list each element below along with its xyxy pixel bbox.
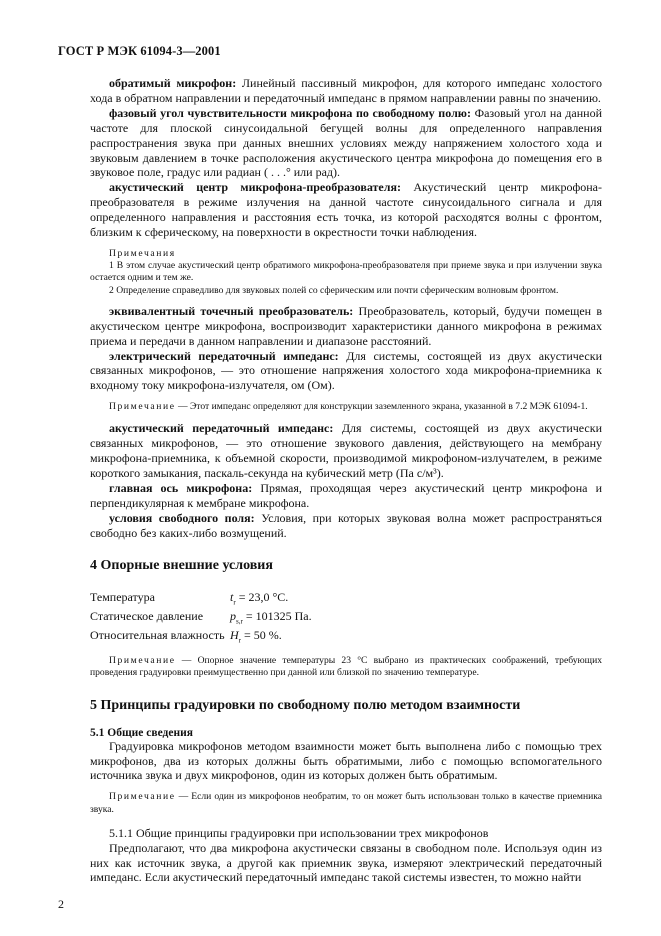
symbol-sub: r (238, 636, 242, 645)
symbol: t (230, 589, 234, 604)
document-body (90, 76, 602, 885)
term: условия свободного поля: (109, 510, 255, 525)
section-5-paragraph-1: Градуировка микрофонов методом взаимности может быть выполнена либо с помощью трех микрофонов, два из которых должны быть обратимыми, либо с помощью вспомогательного источника звука и двух микрофонов, один из которых должен быть обратимым. (90, 738, 602, 783)
definition-text: Для системы, состоящей из двух акустически связанных микрофонов, — это отношение звукового давления, действующего на мембрану микрофона-приемника, к объемной скорости, производимой микрофоном-излучателем, в режиме короткого замыкания, паскаль-секунда на кубический метр (Па с/м³). (90, 421, 603, 481)
term: электрический передаточный импеданс: (109, 348, 339, 363)
value: = 23,0 °С. (235, 589, 289, 604)
notes-block-1 (90, 248, 602, 297)
notes-heading: Примечания (109, 247, 176, 259)
definition-electrical-transfer-impedance (90, 349, 602, 394)
note-item: 1 В этом случае акустический центр обратимого микрофона-преобразователя при приеме звука и при излучении звука остается одним и тем же. (90, 260, 602, 284)
definition-acoustic-center (90, 180, 602, 240)
term: эквивалентный точечный преобразователь: (109, 303, 354, 318)
term: акустический передаточный импеданс: (109, 421, 334, 436)
definition-free-field-conditions (90, 511, 602, 541)
section-5-note (90, 791, 602, 815)
section-5-paragraph-2: Предполагают, что два микрофона акустически связаны в свободном поле. Используя один из них как источник звука, а другой как приемник звука, измеряют электрический передаточный импеданс. Если акустический передаточный импеданс такой системы известен, то можно найти (90, 840, 602, 885)
definitions-block-1 (90, 76, 602, 240)
term: обратимый микрофон: (109, 76, 237, 90)
definition-phase-angle (90, 106, 602, 181)
definition-text: Акустический центр микрофона-преобразователя в режиме излучения на данной частоте синусоидального сигнала и для определенного направления и расстояния есть точка, из которой расходятся волны с фронтом, близким к сферическому, на поверхности в окрестности точки наблюдения. (90, 180, 603, 240)
condition-row (90, 629, 602, 648)
definition-principal-axis (90, 481, 602, 511)
definition-equivalent-point-transducer (90, 304, 602, 349)
term: фазовый угол чувствительности микрофона по свободному полю: (109, 105, 471, 120)
reference-conditions (90, 591, 602, 649)
condition-value (230, 629, 282, 648)
definition-text: Для системы, состоящей из двух акустически связанных микрофонов, — это отношение напряжения холостого хода микрофона-приемника к входному току микрофона-излучателя, ом (Ом). (90, 348, 602, 393)
condition-label: Относительная влажность (90, 628, 225, 643)
symbol-sub: r (233, 598, 236, 607)
condition-label: Температура (90, 589, 155, 604)
section-4-title: 4 Опорные внешние условия (90, 557, 273, 573)
definition-acoustic-transfer-impedance (90, 421, 602, 481)
note-text: — Опорное значение температуры 23 °С выбрано из практических соображений, требующих проведения градуировки преимущественно при данной или близкой по значению температуре. (90, 655, 602, 679)
symbol: p (230, 608, 236, 623)
definition-text: Преобразователь, который, будучи помещен в акустическом центре микрофона, воспроизводит характеристики данного микрофона в режимах приема и передачи в данном направлении и диапазоне расстояний. (90, 303, 602, 348)
term: акустический центр микрофона-преобразователя: (109, 180, 401, 195)
symbol: H (230, 628, 239, 643)
section-5-title: 5 Принципы градуировки по свободному полю методом взаимности (90, 697, 521, 713)
page-header: ГОСТ Р МЭК 61094-3—2001 (58, 44, 221, 58)
condition-row (90, 591, 602, 610)
definitions-block-3 (90, 421, 602, 540)
page-number: 2 (58, 897, 64, 911)
definition-text: Условия, при которых звуковая волна может распространяться свободно без каких-либо возмущений. (90, 510, 603, 540)
definition-reciprocal-microphone (90, 76, 602, 106)
term: главная ось микрофона: (109, 481, 253, 496)
definition-text: Прямая, проходящая через акустический центр микрофона и перпендикулярная к мембране микрофона. (90, 481, 603, 510)
note-item: 2 Определение справедливо для звуковых полей со сферическим или почти сферическим волновым фронтом. (109, 284, 559, 296)
condition-value (230, 610, 312, 629)
note-label: Примечание (109, 791, 176, 803)
condition-value (230, 591, 288, 610)
note-text: — Этот импеданс определяют для конструкции заземленного экрана, указанной в 7.2 МЭК 61094-1. (177, 401, 588, 413)
note-2 (90, 401, 602, 413)
subsection-5-1-1-title: 5.1.1 Общие принципы градуировки при использовании трех микрофонов (109, 825, 489, 840)
symbol-sub: s,r (236, 617, 243, 626)
value: = 101325 Па. (242, 608, 312, 623)
note-text: — Если один из микрофонов необратим, то он может быть использован только в качестве приемника звука. (90, 791, 602, 815)
subsection-5-1-title: 5.1 Общие сведения (90, 726, 193, 739)
note-label: Примечание (109, 655, 176, 667)
definition-text: Линейный пассивный микрофон, для которого импеданс холостого хода в обратном направлении и передаточный импеданс в прямом направлении равны по значению. (90, 76, 603, 105)
definition-text: Фазовый угол на данной частоте для плоской синусоидальной бегущей волны для определенного направления распространения звука при данных внешних условиях между напряжением холостого хода и звуковым давлением в точке расположения акустического центра микрофона до помещения его в звуковое поле, градус или радиан ( . . .° или рад). (90, 105, 602, 180)
section-4-note (90, 655, 602, 679)
note-label: Примечание (109, 401, 176, 413)
condition-row (90, 610, 602, 629)
definitions-block-2 (90, 304, 602, 393)
value: = 50 %. (241, 628, 282, 643)
condition-label: Статическое давление (90, 608, 204, 623)
